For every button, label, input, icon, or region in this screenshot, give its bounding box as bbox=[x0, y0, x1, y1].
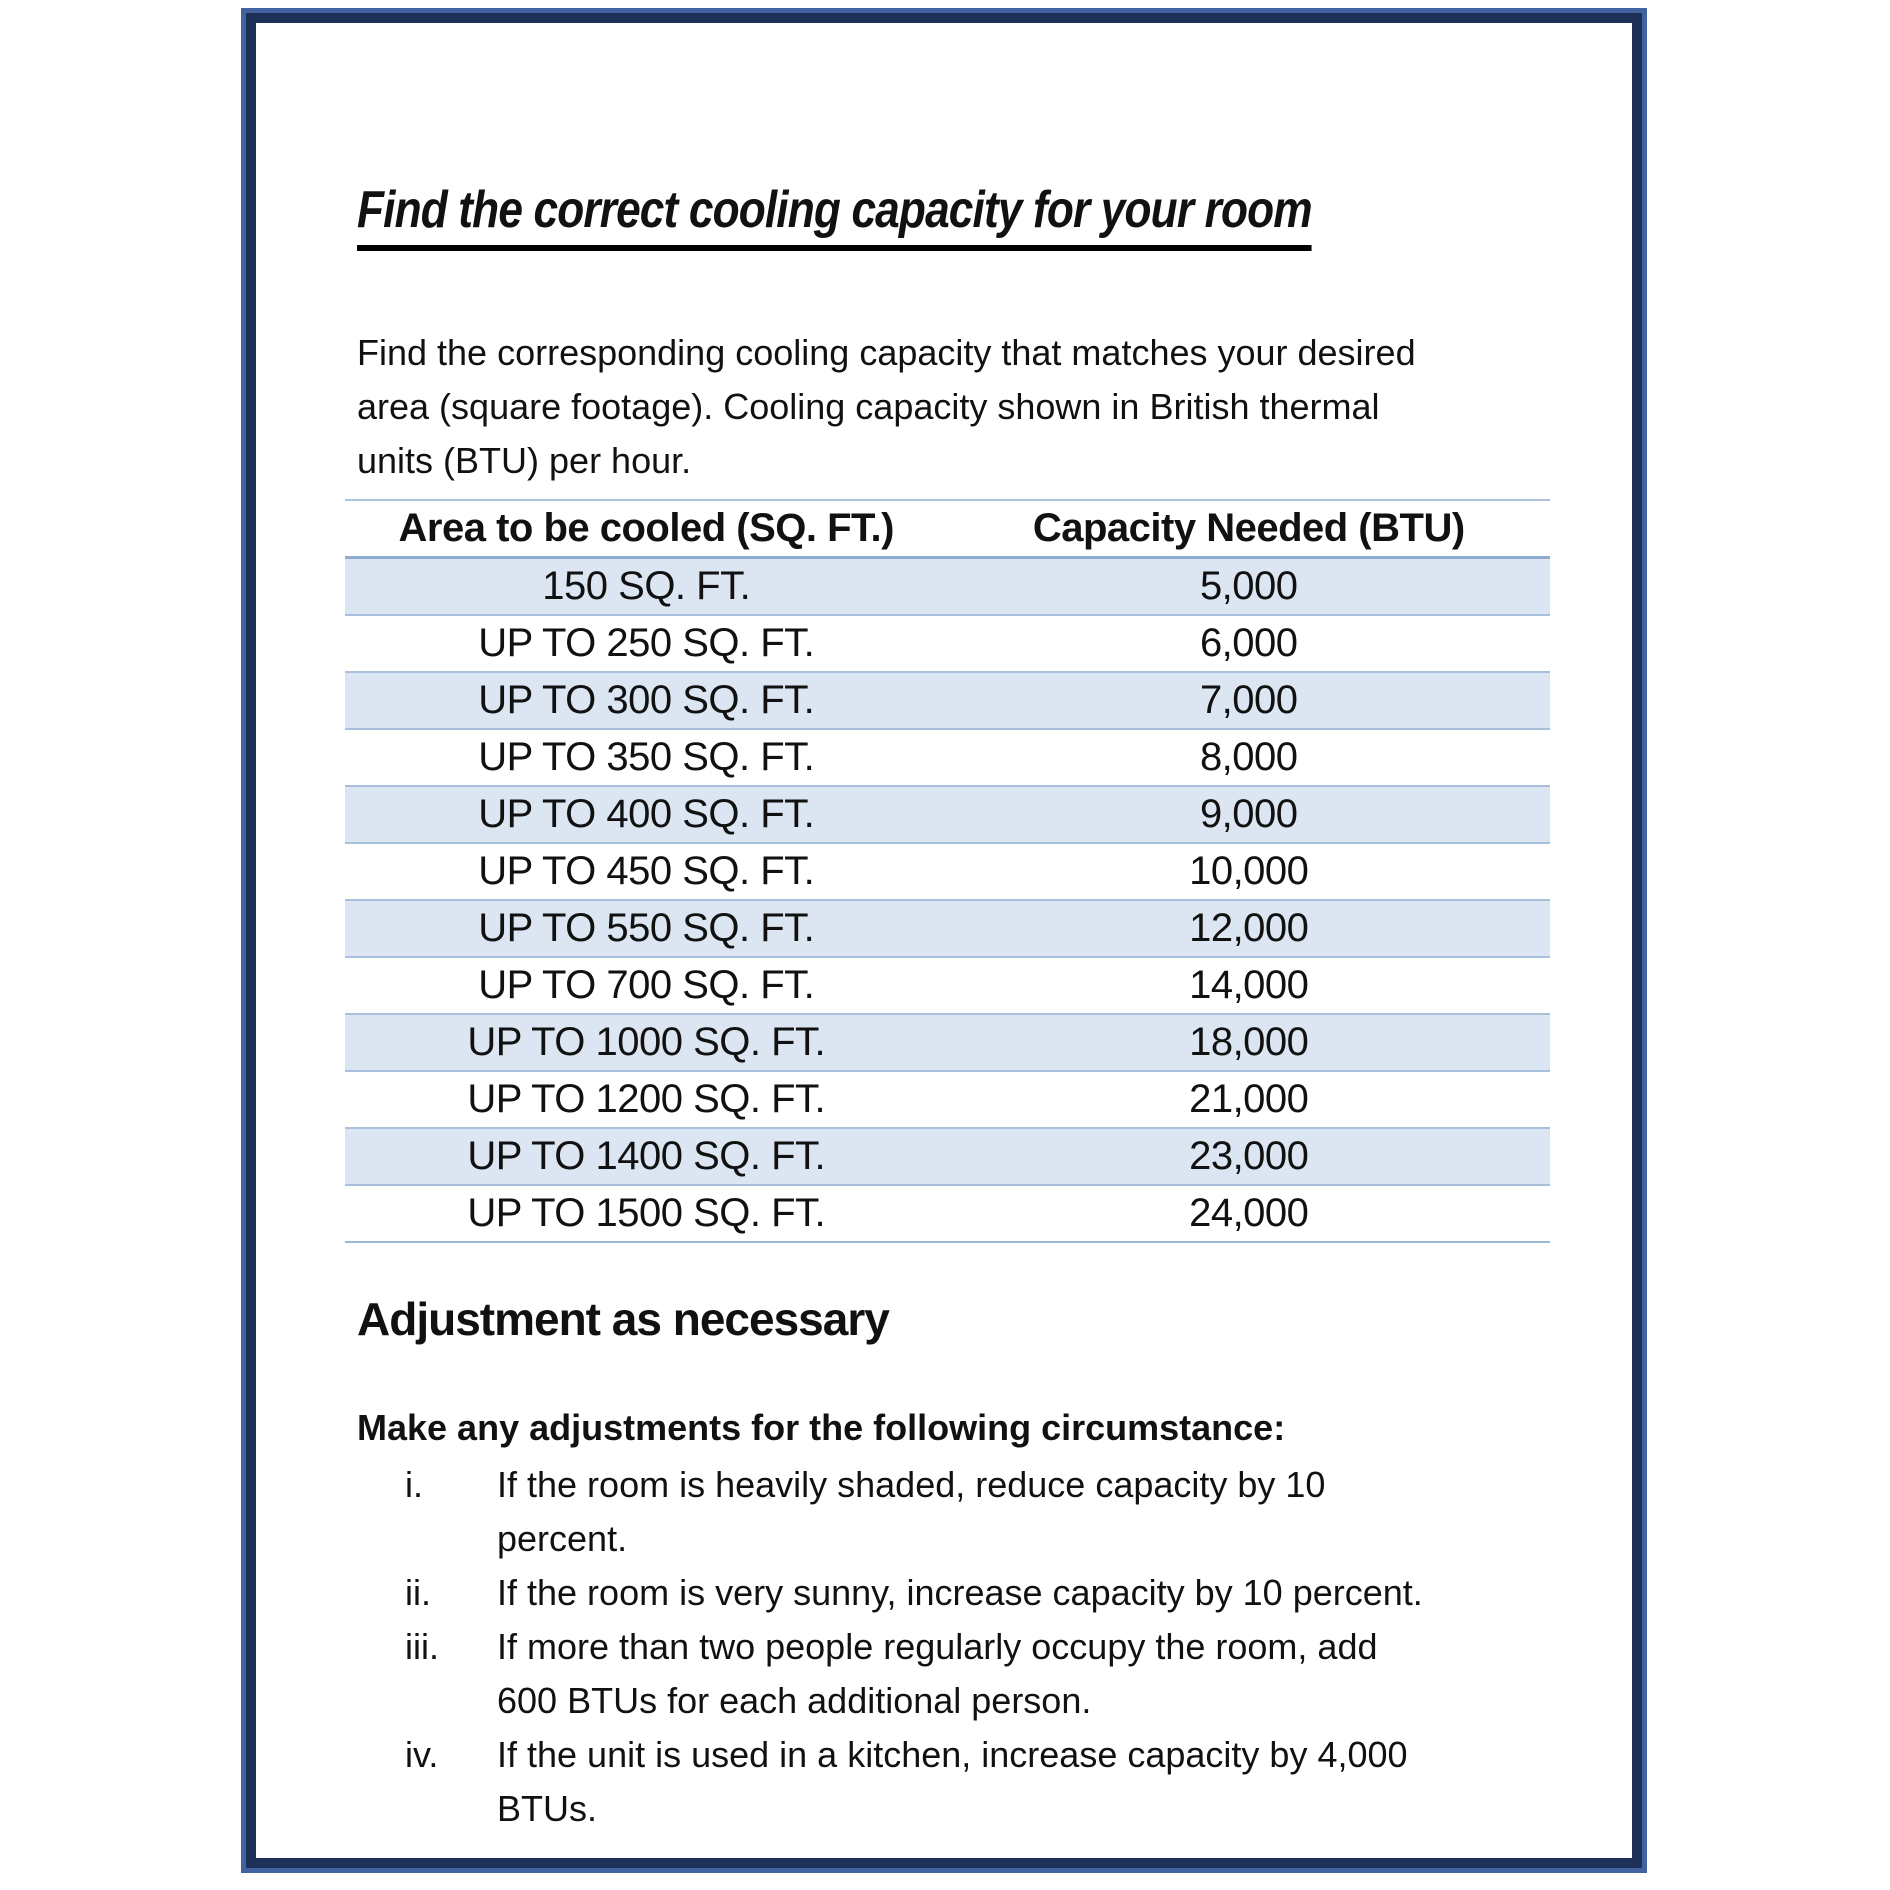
adjustments-heading: Adjustment as necessary bbox=[357, 1292, 889, 1345]
list-item bbox=[357, 1458, 1532, 1566]
capacity-cell: 5,000 bbox=[948, 557, 1551, 615]
table-row bbox=[345, 729, 1550, 786]
list-item bbox=[357, 1620, 1532, 1728]
area-cell: UP TO 1500 SQ. FT. bbox=[345, 1185, 948, 1242]
list-item-line: 600 BTUs for each additional person. bbox=[497, 1679, 1092, 1721]
area-cell: UP TO 450 SQ. FT. bbox=[345, 843, 948, 900]
list-item-text bbox=[497, 1620, 1532, 1728]
table-row bbox=[345, 900, 1550, 957]
area-cell: UP TO 300 SQ. FT. bbox=[345, 672, 948, 729]
capacity-cell: 18,000 bbox=[948, 1014, 1551, 1071]
area-cell: UP TO 350 SQ. FT. bbox=[345, 729, 948, 786]
area-cell: UP TO 1400 SQ. FT. bbox=[345, 1128, 948, 1185]
capacity-cell: 21,000 bbox=[948, 1071, 1551, 1128]
intro-line: area (square footage). Cooling capacity shown in British thermal bbox=[357, 385, 1380, 427]
adjustments-intro: Make any adjustments for the following circumstance: bbox=[357, 1406, 1286, 1448]
list-item-line: If more than two people regularly occupy the room, add bbox=[497, 1625, 1378, 1667]
table-row bbox=[345, 786, 1550, 843]
intro-line: Find the corresponding cooling capacity that matches your desired bbox=[357, 331, 1416, 373]
table-body bbox=[345, 557, 1550, 1242]
table-row bbox=[345, 1014, 1550, 1071]
list-item bbox=[357, 1728, 1532, 1836]
intro-paragraph bbox=[357, 326, 1532, 488]
table-row bbox=[345, 957, 1550, 1014]
capacity-cell: 23,000 bbox=[948, 1128, 1551, 1185]
area-cell: UP TO 700 SQ. FT. bbox=[345, 957, 948, 1014]
list-item bbox=[357, 1566, 1532, 1620]
table-row bbox=[345, 557, 1550, 615]
list-item-text bbox=[497, 1728, 1532, 1836]
list-item-numeral: i. bbox=[405, 1463, 423, 1505]
capacity-cell: 7,000 bbox=[948, 672, 1551, 729]
table-row bbox=[345, 1185, 1550, 1242]
capacity-cell: 12,000 bbox=[948, 900, 1551, 957]
table-row bbox=[345, 1071, 1550, 1128]
list-item-line: If the room is very sunny, increase capacity by 10 percent. bbox=[497, 1571, 1423, 1613]
capacity-cell: 8,000 bbox=[948, 729, 1551, 786]
table-row bbox=[345, 843, 1550, 900]
table-row bbox=[345, 615, 1550, 672]
table-header-capacity: Capacity Needed (BTU) bbox=[948, 500, 1551, 558]
list-item-line: percent. bbox=[497, 1517, 628, 1559]
area-cell: UP TO 1000 SQ. FT. bbox=[345, 1014, 948, 1071]
table-header-row bbox=[345, 500, 1550, 558]
table-row bbox=[345, 672, 1550, 729]
list-item-text bbox=[497, 1566, 1532, 1620]
capacity-cell: 14,000 bbox=[948, 957, 1551, 1014]
area-cell: 150 SQ. FT. bbox=[345, 557, 948, 615]
table-header-area: Area to be cooled (SQ. FT.) bbox=[345, 500, 948, 558]
capacity-cell: 24,000 bbox=[948, 1185, 1551, 1242]
area-cell: UP TO 250 SQ. FT. bbox=[345, 615, 948, 672]
cooling-capacity-table bbox=[345, 499, 1550, 1243]
list-item-line: If the room is heavily shaded, reduce capacity by 10 bbox=[497, 1463, 1326, 1505]
intro-line: units (BTU) per hour. bbox=[357, 439, 692, 481]
area-cell: UP TO 400 SQ. FT. bbox=[345, 786, 948, 843]
page-title: Find the correct cooling capacity for your room bbox=[357, 180, 1312, 251]
list-item-line: BTUs. bbox=[497, 1787, 598, 1829]
adjustments-list bbox=[357, 1458, 1532, 1836]
capacity-cell: 9,000 bbox=[948, 786, 1551, 843]
document-page bbox=[246, 13, 1642, 1868]
area-cell: UP TO 550 SQ. FT. bbox=[345, 900, 948, 957]
capacity-cell: 6,000 bbox=[948, 615, 1551, 672]
table-head bbox=[345, 500, 1550, 558]
list-item-numeral: ii. bbox=[405, 1571, 431, 1613]
list-item-line: If the unit is used in a kitchen, increase capacity by 4,000 bbox=[497, 1733, 1408, 1775]
document-content bbox=[256, 23, 1632, 1836]
capacity-cell: 10,000 bbox=[948, 843, 1551, 900]
table-row bbox=[345, 1128, 1550, 1185]
list-item-numeral: iii. bbox=[405, 1625, 439, 1667]
list-item-numeral: iv. bbox=[405, 1733, 439, 1775]
list-item-text bbox=[497, 1458, 1532, 1566]
area-cell: UP TO 1200 SQ. FT. bbox=[345, 1071, 948, 1128]
